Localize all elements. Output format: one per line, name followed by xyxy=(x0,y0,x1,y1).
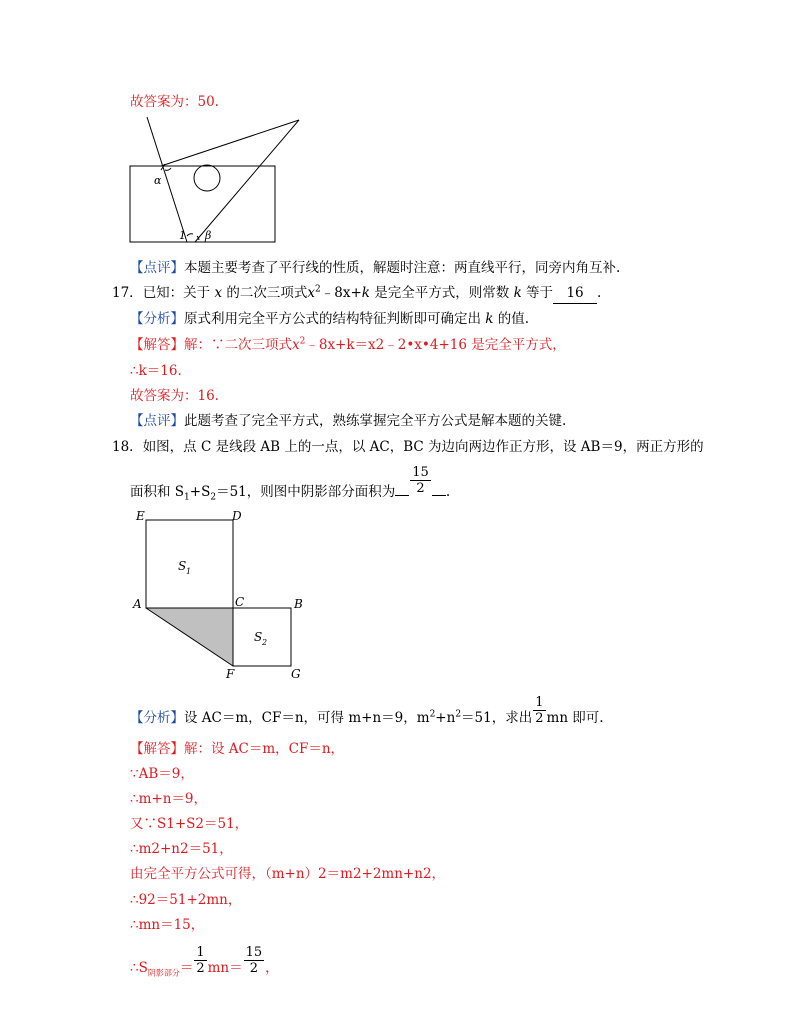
label-C: C xyxy=(235,595,245,609)
question-18-line1: 18．如图，点 C 是线段 AB 上的一点，以 AC，BC 为边向两边作正方形，设 AB＝9，两正方形的 xyxy=(112,439,704,455)
label-S1: S xyxy=(178,559,187,573)
step-6: ∴92＝51+2mn， xyxy=(130,892,242,908)
label-G: G xyxy=(291,667,301,678)
label-A: A xyxy=(133,597,142,611)
question-17: 17．已知：关于 x 的二次三项式$x^2﹣8x+k$ 是完全平方式，则常数 k 等于 16 . xyxy=(112,283,601,304)
label-B: B xyxy=(294,597,303,611)
comment-text: 本题主要考查了平行线的性质，解题时注意：两直线平行，同旁内角互补. xyxy=(184,260,621,276)
svg-text:1: 1 xyxy=(186,567,192,576)
comment-16 xyxy=(130,258,620,278)
comment-tag: 【点评】 xyxy=(130,260,184,276)
figure-16 xyxy=(125,112,315,252)
label-S2: S xyxy=(254,630,263,644)
step-4: ∴m2+n2＝51， xyxy=(130,841,233,857)
analysis-17: 【分析】原式利用完全平方公式的结构特征判断即可确定出 k 的值. xyxy=(130,311,530,327)
label-F: F xyxy=(226,667,235,678)
therefore-17: ∴k＝16. xyxy=(130,363,182,379)
final-line: $\therefore S_{阴影部分}=$ $\frac{1}{2}$ mn＝ $\frac{15}{2}$ ， xyxy=(130,945,279,978)
step-2: ∴m+n＝9， xyxy=(130,791,207,807)
figure-18 xyxy=(130,508,320,678)
label-D: D xyxy=(232,509,242,523)
solution-17: 【解答】解：∵二次三项式$x^2﹣8x+k=x2﹣2•x•4+16$ 是完全平方式， xyxy=(130,336,566,353)
answer-16-line: 故答案为：50. xyxy=(130,94,219,110)
question-18-line2: 面积和 $S_1+S_2=51$，则图中阴影部分面积为 $\frac{15}{2}$ . xyxy=(130,465,451,503)
label-E: E xyxy=(136,509,145,523)
step-3: 又∵S1+S2＝51， xyxy=(130,816,249,832)
alpha-label: α xyxy=(154,174,162,187)
step-5: 由完全平方公式可得，（m+n）2＝m2+2mn+n2， xyxy=(130,866,446,882)
solution-18: 【解答】解：设 AC＝m，CF＝n， xyxy=(130,741,345,757)
svg-text:2: 2 xyxy=(262,638,268,647)
step-1: ∵AB＝9， xyxy=(130,766,194,782)
half-fraction: $\frac{1}{2}$ xyxy=(535,695,544,726)
analysis-18: 【分析】设 AC＝m，CF＝n，可得 m+n＝9，$m^2+n^2=51$，求出 $\frac{1}{2}$ mn 即可. xyxy=(130,695,604,726)
answer-fraction: $\frac{15}{2}$ xyxy=(412,465,429,496)
answer-17-line: 故答案为：16. xyxy=(130,388,219,404)
answer-blank: 16 xyxy=(553,283,597,304)
one-label: 1 xyxy=(179,229,186,242)
question-number: 17． xyxy=(112,285,143,301)
beta-label: β xyxy=(205,229,212,242)
comment-17: 【点评】此题考查了完全平方式，熟练掌握完全平方公式是解本题的关键. xyxy=(130,413,567,429)
step-7: ∴mn＝15， xyxy=(130,917,205,933)
